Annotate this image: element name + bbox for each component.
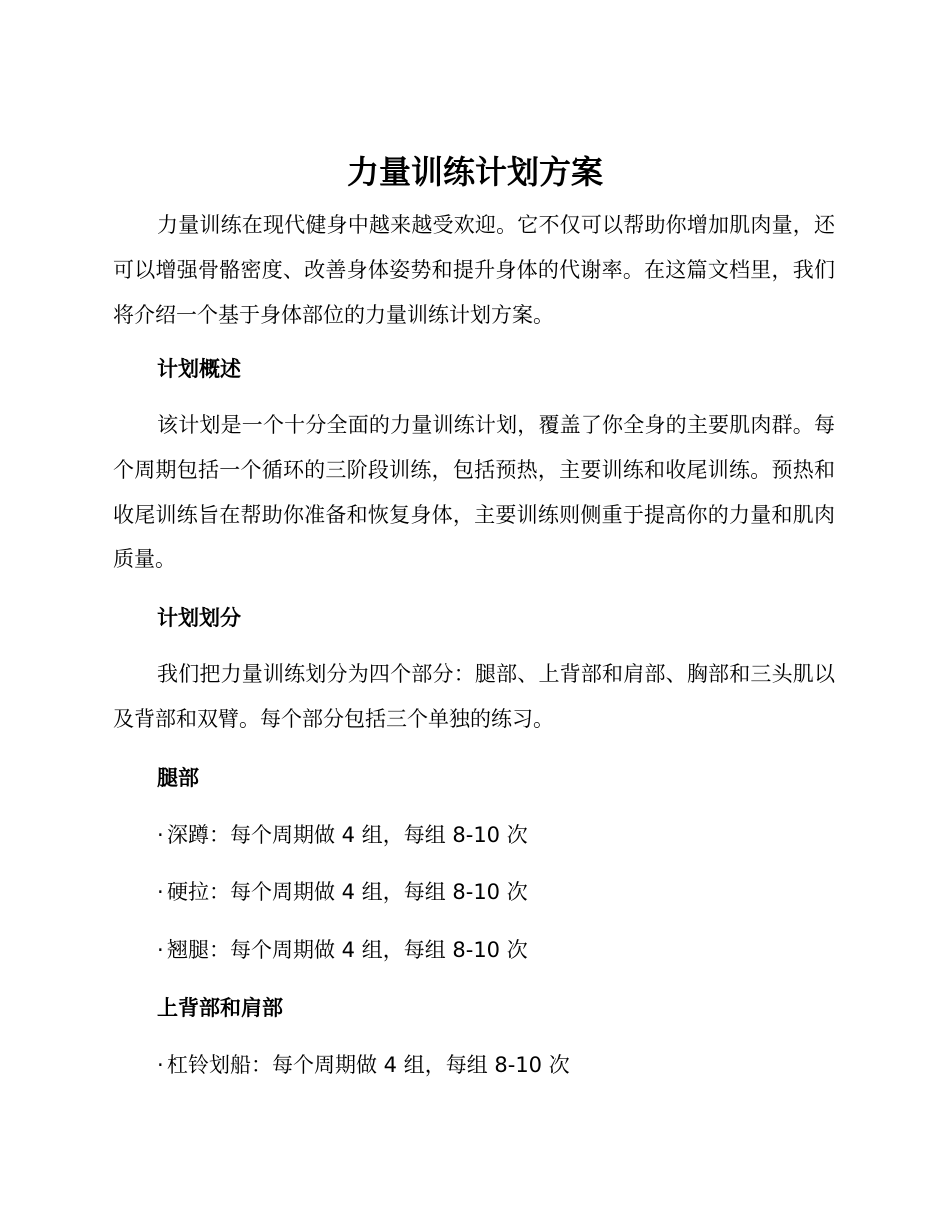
list-item-text: 杠铃划船：每个周期做 4 组，每组 8-10 次 <box>167 1053 570 1077</box>
bullet-icon: · <box>157 823 164 847</box>
bullet-icon: · <box>157 938 164 962</box>
list-item <box>157 877 528 907</box>
list-item-text: 深蹲：每个周期做 4 组，每组 8-10 次 <box>167 823 528 847</box>
list-item <box>157 1050 570 1080</box>
section-heading-overview: 计划概述 <box>157 357 241 381</box>
intro-paragraph: 力量训练在现代健身中越来越受欢迎。它不仅可以帮助你增加肌肉量，还可以增强骨骼密度、改善身体姿势和提升身体的代谢率。在这篇文档里，我们将介绍一个基于身体部位的力量训练计划方案。 <box>113 213 835 327</box>
list-item-text: 翘腿：每个周期做 4 组，每组 8-10 次 <box>167 938 528 962</box>
bullet-icon: · <box>157 1053 164 1077</box>
list-item-text: 硬拉：每个周期做 4 组，每组 8-10 次 <box>167 880 528 904</box>
part-heading-legs: 腿部 <box>157 766 199 790</box>
bullet-icon: · <box>157 880 164 904</box>
overview-paragraph: 该计划是一个十分全面的力量训练计划，覆盖了你全身的主要肌肉群。每个周期包括一个循环的三阶段训练，包括预热，主要训练和收尾训练。预热和收尾训练旨在帮助你准备和恢复身体，主要训练则侧重于提高你的力量和肌肉质量。 <box>113 413 835 572</box>
division-paragraph: 我们把力量训练划分为四个部分：腿部、上背部和肩部、胸部和三头肌以及背部和双臂。每个部分包括三个单独的练习。 <box>113 662 835 731</box>
list-item <box>157 820 528 850</box>
list-item <box>157 935 528 965</box>
part-heading-upper-back-shoulders: 上背部和肩部 <box>157 996 283 1020</box>
document-title: 力量训练计划方案 <box>346 153 603 191</box>
section-heading-division: 计划划分 <box>157 606 241 630</box>
